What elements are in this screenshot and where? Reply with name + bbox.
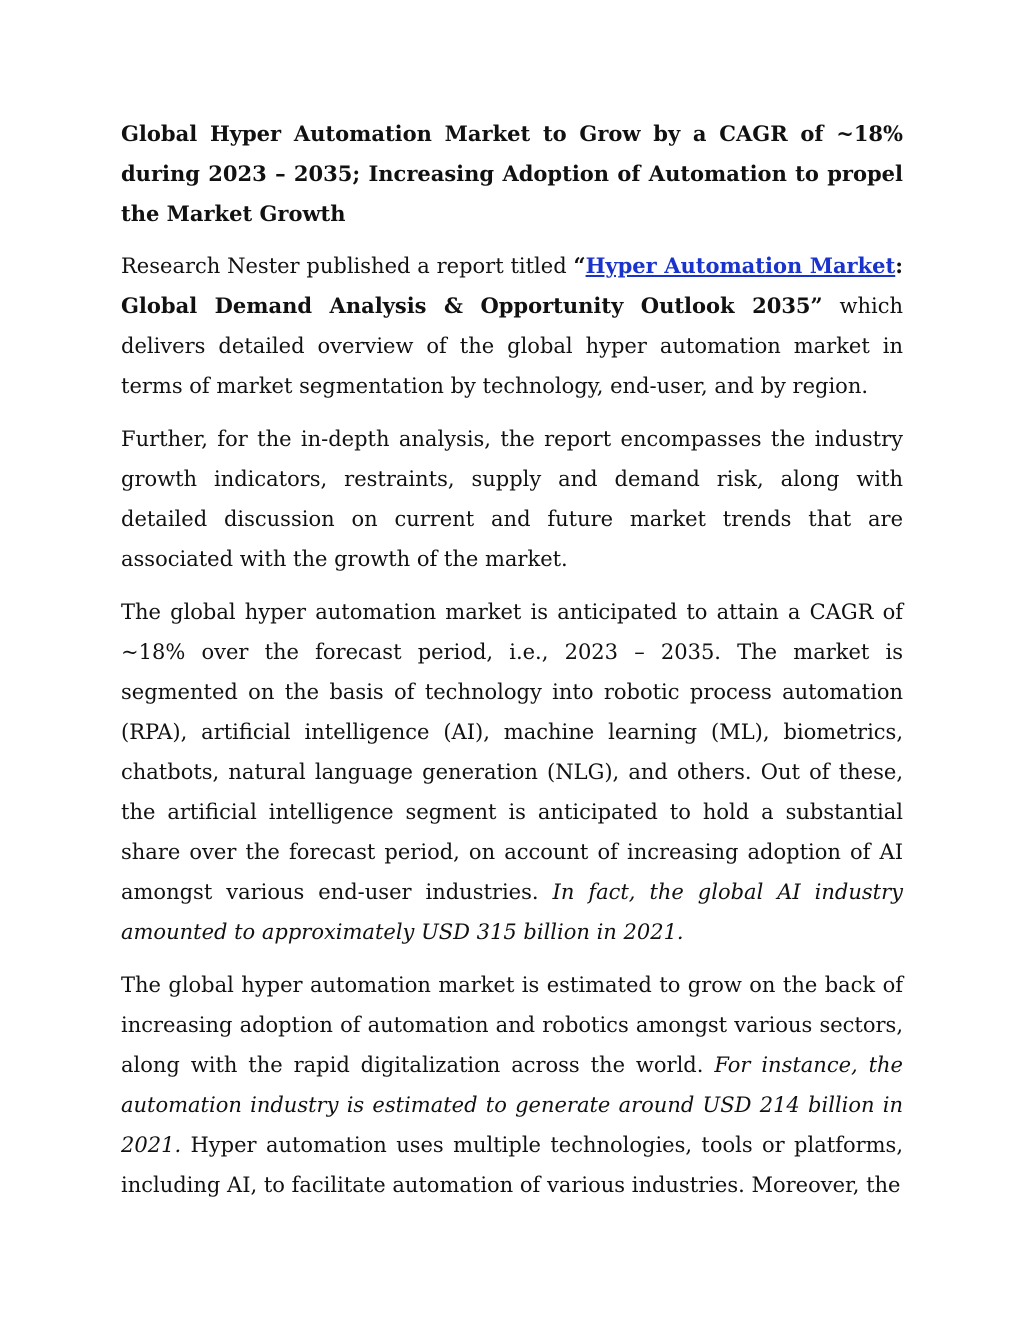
paragraph-analysis: Further, for the in-depth analysis, the report encompasses the industry growth indicators, restraints, supply and demand risk, along with detailed discussion on current and future market trends that are associated with the growth of the market. [121, 427, 903, 571]
intro-rest-text: which delivers detailed overview of the global hyper automation market in terms of market segmentation by technology, end-user, and by region. [121, 294, 903, 398]
paragraph-report-intro [121, 246, 903, 406]
document-title: Global Hyper Automation Market to Grow by a CAGR of ~18% during 2023 – 2035; Increasing Adoption of Automation to propel the Market Growth [121, 121, 903, 226]
quote-open: “ [573, 253, 586, 278]
intro-lead-text: Research Nester published a report titled [121, 254, 574, 278]
document-page [121, 114, 903, 1218]
ai-industry-fact: In fact, the global AI industry amounted to approximately USD 315 billion in 2021. [121, 880, 903, 944]
growth-rest-text: Hyper automation uses multiple technologies, tools or platforms, including AI, to facilitate automation of various industries. Moreover, the [121, 1133, 903, 1197]
growth-text: The global hyper automation market is estimated to grow on the back of increasing adoption of automation and robotics amongst various sectors, along with the rapid digitalization across the world. [121, 973, 903, 1077]
report-title-link[interactable]: Hyper Automation Market [585, 253, 896, 278]
report-title-subtitle: : Global Demand Analysis & Opportunity Outlook 2035” [121, 253, 903, 318]
paragraph-market-segmentation [121, 592, 903, 952]
segmentation-text: The global hyper automation market is anticipated to attain a CAGR of ~18% over the forecast period, i.e., 2023 – 2035. The market is segmented on the basis of technology into robotic process automation (RPA), artificial intelligence (AI), machine learning (ML), biometrics, chatbots, natural language generation (NLG), and others. Out of these, the artificial intelligence segment is anticipated to hold a substantial share over the forecast period, on account of increasing adoption of AI amongst various end-user industries. [121, 600, 903, 904]
paragraph-growth-drivers [121, 965, 903, 1205]
automation-industry-fact: For instance, the automation industry is estimated to generate around USD 214 billion in 2021. [121, 1053, 903, 1157]
